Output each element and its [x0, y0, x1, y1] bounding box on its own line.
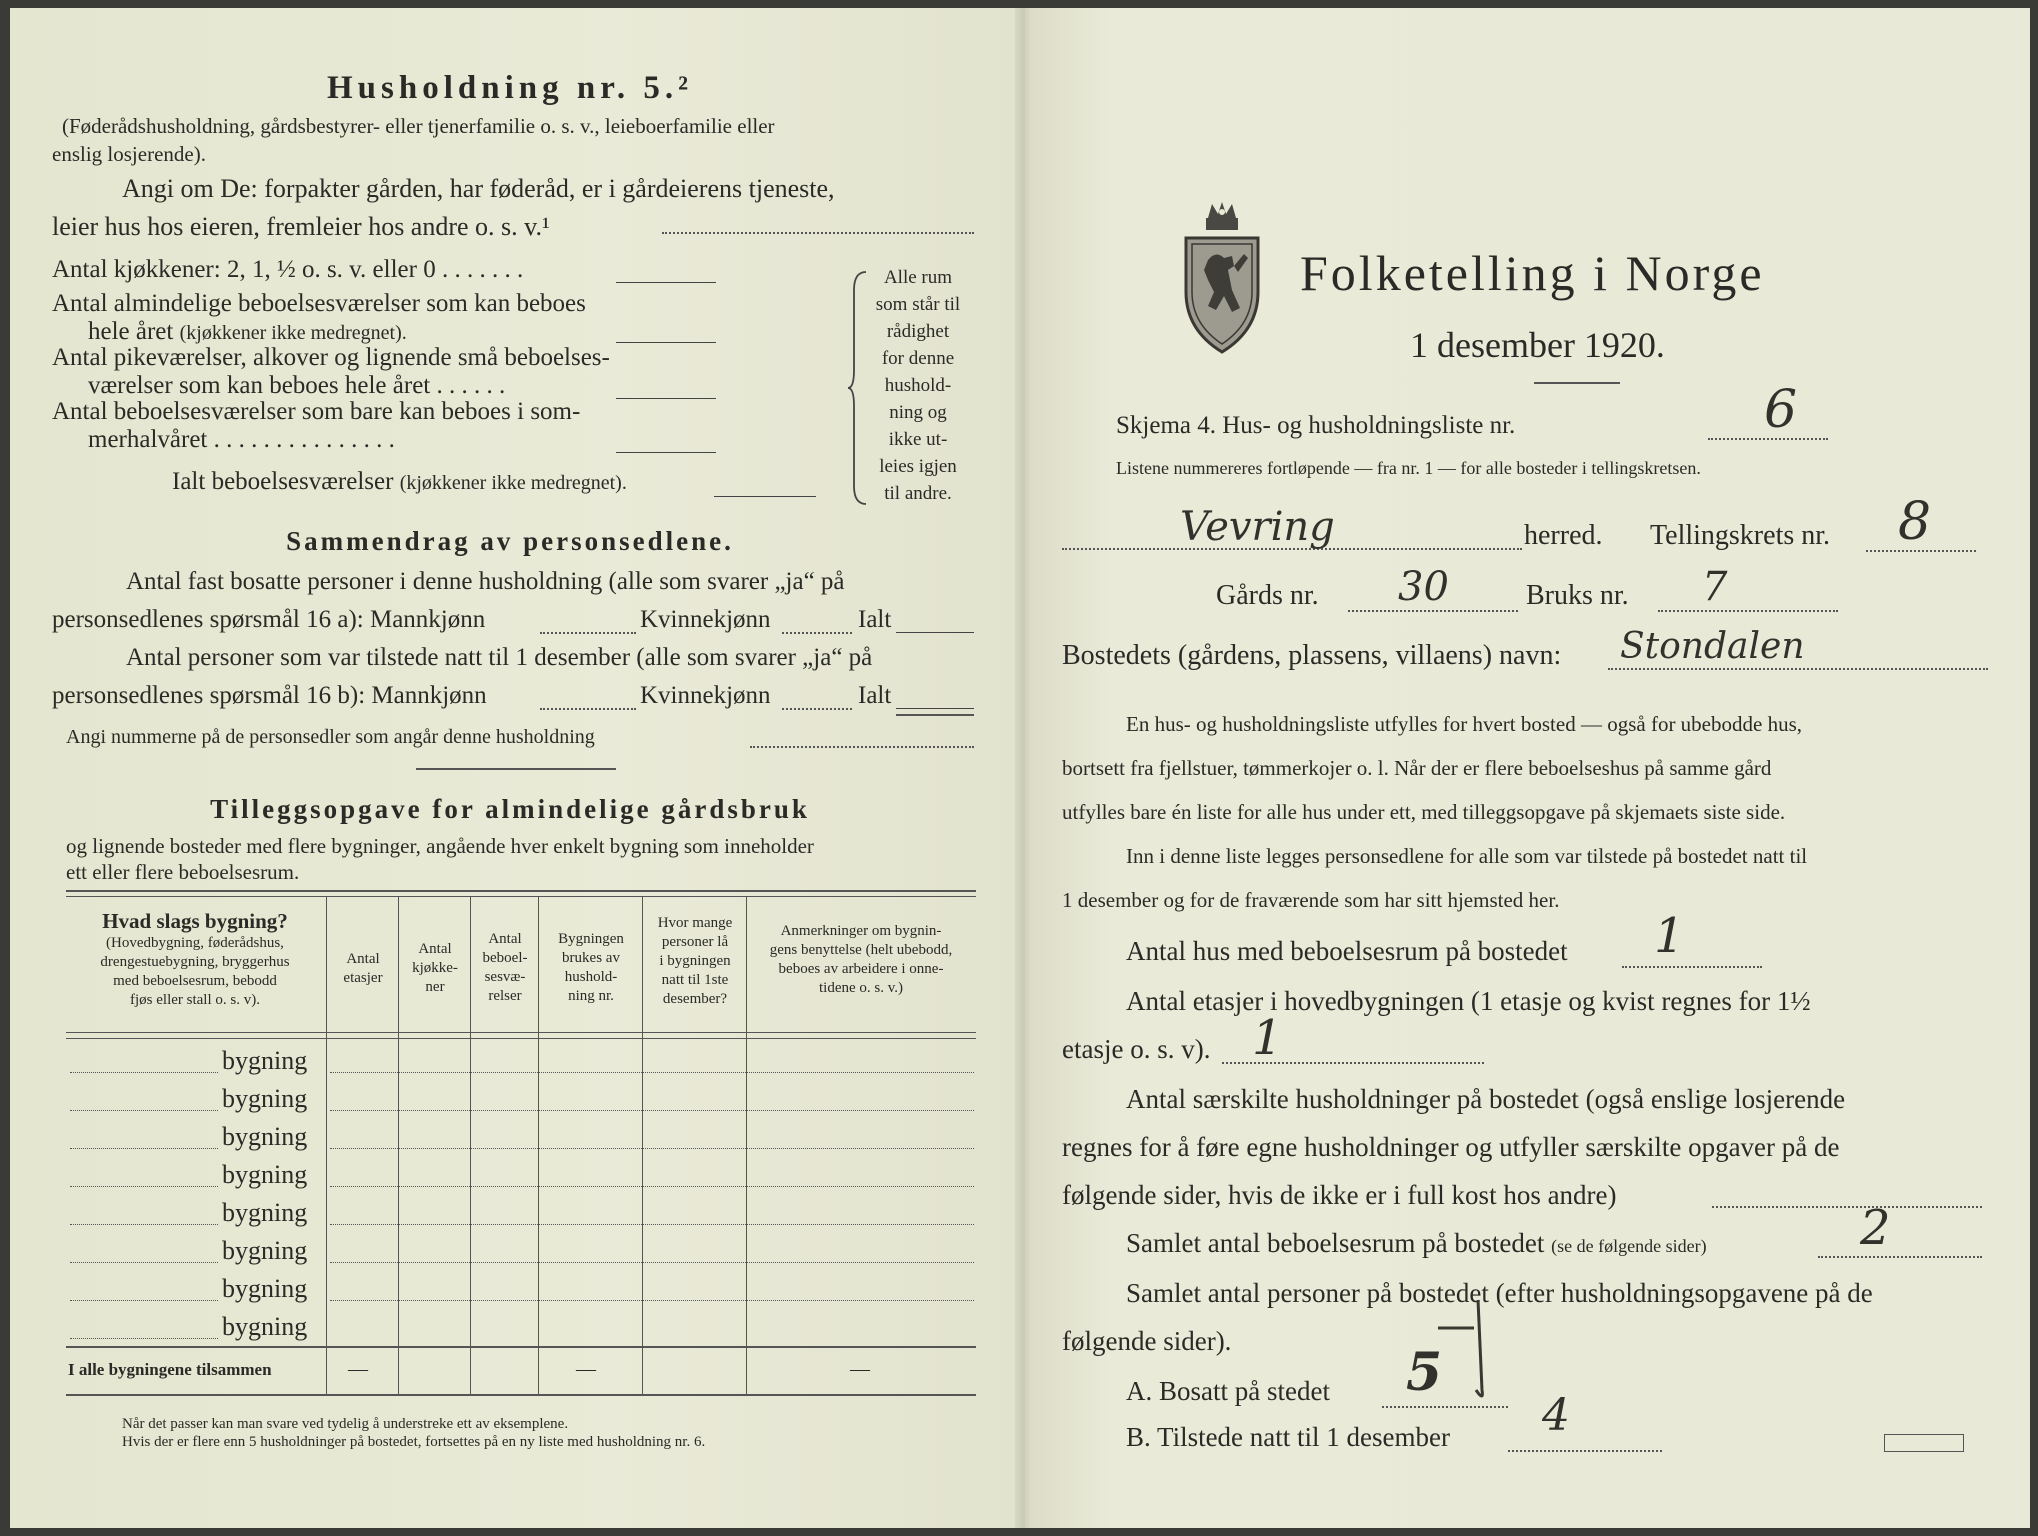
household-subtitle-1: (Føderådshusholdning, gårdsbestyrer- eller tjenerfamilie o. s. v., leieboerfamilie eller [62, 114, 775, 138]
col-header-line: med beboelsesrum, bebodd [113, 973, 277, 989]
maid-rooms-label-1: Antal pikeværelser, alkover og lignende små beboelses- [52, 344, 610, 371]
col-header-rooms [472, 930, 538, 1006]
summer-rooms-label-2: merhalvåret . . . . . . . . . . . . . . . [88, 426, 395, 453]
col-header-line: beboel- [482, 950, 528, 966]
present-male-label: personsedlenes spørsmål 16 b): Mannkjønn [52, 682, 487, 709]
side-note-line: for denne [881, 348, 955, 369]
kitchens-answer-line [616, 282, 716, 283]
table-row-label: bygning [222, 1312, 308, 1341]
herred-label: herred. [1524, 520, 1603, 551]
gards-value: 30 [1398, 564, 1449, 610]
rooms-question [1126, 1228, 1707, 1259]
col-header-line: Antal [418, 941, 452, 957]
table-total-dash: — [348, 1358, 368, 1380]
right-page [1030, 8, 2030, 1528]
table-row-label: bygning [222, 1122, 308, 1151]
table-top-rule [66, 890, 976, 892]
present-male-answer [540, 708, 636, 710]
table-cell-dotline [330, 1224, 974, 1225]
instructions-para-1-line-1: En hus- og husholdningsliste utfylles for hvert bosted — også for ubebodde hus, [1126, 712, 1802, 736]
col-header-line: natt til 1ste [661, 972, 729, 988]
intro-line-2: leier hus hos eieren, fremleier hos andre o. s. v.¹ [52, 212, 550, 241]
persons-question-2: følgende sider). [1062, 1326, 1232, 1356]
instructions-para-1-line-2: bortsett fra fjellstuer, tømmerkojer o. l. Når der er flere beboelseshus på samme gård [1062, 756, 1772, 780]
schema-value: 6 [1764, 380, 1798, 440]
ordinary-rooms-label-1: Antal almindelige beboelsesværelser som kan beboes [52, 290, 586, 317]
table-row-label: bygning [222, 1198, 308, 1227]
instructions-para-1-line-3: utfylles bare én liste for alle hus under ett, med tilleggsopgave på skjemaets siste side. [1062, 800, 1786, 824]
total-rooms-label [172, 468, 627, 496]
household-subtitle-2: enslig losjerende). [52, 142, 206, 166]
present-answer-line [1508, 1450, 1662, 1452]
present-female-label: Kvinnekjønn [640, 682, 771, 709]
households-question-2: regnes for å føre egne husholdninger og utfyller særskilte opgaver på de [1062, 1132, 1840, 1162]
col-header-line: gens benyttelse (helt ubebodd, [769, 942, 953, 958]
table-row-label: bygning [222, 1084, 308, 1113]
title-divider [1534, 382, 1620, 384]
table-row-label: bygning [222, 1160, 308, 1189]
floors-question-2: etasje o. s. v). [1062, 1034, 1211, 1064]
bosted-value: Stondalen [1620, 626, 1805, 667]
col-header-line: hushold- [564, 969, 618, 985]
footnote-2: Hvis der er flere enn 5 husholdninger på bostedet, fortsettes på en ny liste med husholdning nr. 6. [122, 1434, 706, 1450]
table-cell-dotline [330, 1148, 974, 1149]
households-question-1: Antal særskilte husholdninger på bostedet (også enslige losjerende [1126, 1084, 1846, 1114]
summer-rooms-label-1: Antal beboelsesværelser som bare kan beboes i som- [52, 398, 581, 425]
numbering-note: Listene nummereres fortløpende — fra nr. 1 — for alle bosteder i tellingskretsen. [1116, 458, 1701, 478]
rooms-value: 2 [1860, 1200, 1891, 1256]
table-row-dotline [70, 1262, 218, 1263]
side-note-line: Alle rum [883, 267, 953, 288]
col-header-line: Bygningen [558, 931, 624, 947]
present-female-answer [782, 708, 852, 710]
side-note-line: som står til [875, 294, 961, 315]
census-title: Folketelling i Norge [1300, 245, 1765, 301]
fast-female-label: Kvinnekjønn [640, 606, 771, 633]
col-header-line: etasjer [343, 970, 383, 986]
households-question-3: følgende sider, hvis de ikke er i full kost hos andre) [1062, 1180, 1617, 1210]
col-header-line: desember? [662, 991, 728, 1007]
side-note-line: leies igjen [879, 456, 957, 477]
krets-label: Tellingskrets nr. [1650, 520, 1831, 551]
table-header-rule-2 [66, 1038, 976, 1039]
table-header-rule [66, 1032, 976, 1033]
census-date: 1 desember 1920. [1410, 325, 1665, 365]
farm-desc-1: og lignende bosteder med flere bygninger, angående hver enkelt bygning som inneholder [66, 834, 814, 858]
fast-persons-line-2 [52, 606, 485, 634]
floors-value: 1 [1252, 1010, 1283, 1066]
col-header-line: personer lå [661, 934, 729, 950]
table-row-dotline [70, 1186, 218, 1187]
col-header-floors [328, 950, 398, 988]
col-header-line: drengestuebygning, bryggerhus [100, 954, 290, 970]
col-header-line: beboes av arbeidere i onne- [778, 961, 944, 977]
present-total-label: Ialt [858, 682, 892, 709]
col-header-title: Hvad slags bygning? [102, 909, 288, 933]
table-row-dotline [70, 1148, 218, 1149]
herred-value: Vevring [1180, 504, 1335, 550]
footnote-1: Når det passer kan man svare ved tydelig å understreke ett av eksemplene. [122, 1416, 569, 1432]
ordinary-rooms-answer-line [616, 342, 716, 343]
bruks-value: 7 [1702, 564, 1728, 610]
summary-rule [896, 714, 974, 716]
present-persons-line-1: Antal personer som var tilstede natt til 1 desember (alle som svarer „ja“ på [126, 644, 873, 671]
col-header-remarks [748, 922, 974, 998]
houses-question: Antal hus med beboelsesrum på bostedet [1126, 936, 1568, 966]
total-rooms-text: Ialt beboelsesværelser [172, 468, 394, 495]
rooms-question-note: (se de følgende sider) [1551, 1236, 1707, 1256]
col-header-line: Antal [346, 951, 380, 967]
fast-persons-line-1: Antal fast bosatte personer i denne husholdning (alle som svarer „ja“ på [126, 568, 845, 595]
side-note-line: ikke ut- [888, 429, 948, 450]
fast-male-label: personsedlenes spørsmål 16 a): Mannkjønn [52, 606, 486, 633]
col-header-line: brukes av [562, 950, 620, 966]
side-note-line: ning og [889, 402, 947, 423]
table-cell-dotline [330, 1300, 974, 1301]
gards-answer-line [1348, 610, 1518, 612]
total-rooms-note: (kjøkkener ikke medregnet). [399, 472, 627, 494]
households-answer-line [1712, 1206, 1982, 1208]
summary-heading: Sammendrag av personsedlene. [286, 526, 734, 556]
household-title: Husholdning nr. 5.² [327, 70, 693, 106]
intro-line-1: Angi om De: forpakter gården, har føderåd, er i gårdeierens tjeneste, [122, 174, 835, 203]
table-row-label: bygning [222, 1274, 308, 1303]
col-header-used-by [540, 930, 642, 1006]
rooms-side-note [868, 264, 968, 507]
table-cell-dotline [330, 1262, 974, 1263]
col-header-line: Anmerkninger om bygnin- [780, 923, 942, 939]
houses-answer-line [1622, 966, 1762, 968]
fast-total-answer [896, 632, 974, 633]
table-col-line [642, 896, 643, 1394]
col-header-line: i bygningen [659, 953, 731, 969]
col-header-persons [644, 914, 746, 1009]
table-row-dotline [70, 1338, 218, 1339]
person-numbers-label: Angi nummerne på de personsedler som angår denne husholdning [66, 726, 595, 748]
ordinary-rooms-label-2 [88, 318, 407, 346]
kitchens-label: Antal kjøkkener: 2, 1, ½ o. s. v. eller 0 . . . . . . . [52, 256, 524, 283]
col-header-line: ning nr. [568, 988, 614, 1004]
col-header-line: ner [425, 979, 445, 995]
table-total-row-label: I alle bygningene tilsammen [68, 1360, 272, 1379]
table-total-dash: — [850, 1358, 870, 1380]
present-total-answer [896, 708, 974, 709]
present-persons-line-2 [52, 682, 487, 710]
table-bottom-rule [66, 1394, 976, 1396]
table-col-line [538, 896, 539, 1394]
fast-male-answer [540, 632, 636, 634]
col-header-line: (Hovedbygning, føderådshus, [106, 935, 284, 951]
bosted-label: Bostedets (gårdens, plassens, villaens) navn: [1062, 640, 1562, 671]
col-header-line: relser [488, 988, 522, 1004]
bruks-label: Bruks nr. [1526, 580, 1629, 611]
summer-rooms-answer-line [616, 452, 716, 453]
schema-label: Skjema 4. Hus- og husholdningsliste nr. [1116, 412, 1516, 439]
houses-value: 1 [1654, 908, 1685, 964]
bruks-answer-line [1658, 610, 1838, 612]
instructions-para-2-line-2: 1 desember og for de fraværende som har sitt hjemsted her. [1062, 888, 1560, 912]
person-numbers-answer [750, 746, 974, 748]
table-col-line [746, 896, 747, 1394]
table-row-label: bygning [222, 1236, 308, 1265]
table-row-label: bygning [222, 1046, 308, 1075]
col-header-line: Hvor mange [657, 915, 733, 931]
col-header-line: tidene o. s. v.) [818, 980, 903, 996]
persons-question-1: Samlet antal personer på bostedet (efter husholdningsopgavene på de [1126, 1278, 1873, 1308]
farm-heading: Tilleggsopgave for almindelige gårdsbruk [210, 794, 810, 824]
table-total-dash: — [576, 1358, 596, 1380]
resident-label: A. Bosatt på stedet [1126, 1376, 1330, 1406]
col-header-line: fjøs eller stall o. s. v). [130, 992, 260, 1008]
maid-rooms-label-2: værelser som kan beboes hele året . . . . . . [88, 372, 506, 399]
ordinary-rooms-note: (kjøkkener ikke medregnet). [179, 322, 407, 344]
side-note-line: hushold- [884, 375, 952, 396]
col-header-building-type [66, 908, 324, 1010]
table-col-line [326, 896, 327, 1394]
printer-stamp [1884, 1434, 1964, 1452]
table-row-dotline [70, 1110, 218, 1111]
coat-of-arms-icon [1178, 200, 1266, 360]
table-cell-dotline [330, 1186, 974, 1187]
table-col-line [470, 896, 471, 1394]
krets-value: 8 [1898, 492, 1932, 552]
fast-total-label: Ialt [858, 606, 892, 633]
bosted-answer-line [1608, 668, 1988, 670]
floors-question-1: Antal etasjer i hovedbygningen (1 etasje og kvist regnes for 1½ [1126, 986, 1811, 1016]
side-note-line: til andre. [884, 483, 952, 504]
table-row-dotline [70, 1224, 218, 1225]
table-row-dotline [70, 1300, 218, 1301]
check-mark-icon [1434, 1298, 1504, 1408]
ordinary-rooms-label-2a: hele året [88, 318, 174, 345]
section-divider [416, 768, 616, 770]
rooms-answer-line [1818, 1256, 1982, 1258]
intro-answer-line [662, 232, 974, 234]
table-top-rule-2 [66, 896, 976, 897]
document-spread [10, 8, 2030, 1528]
col-header-line: sesvæ- [484, 969, 526, 985]
side-note-line: rådighet [886, 321, 950, 342]
col-header-kitchens [400, 940, 470, 997]
left-page [10, 8, 1020, 1528]
col-header-line: Antal [488, 931, 522, 947]
col-header-line: kjøkke- [412, 960, 458, 976]
instructions-para-2-line-1: Inn i denne liste legges personsedlene for alle som var tilstede på bostedet natt til [1126, 844, 1808, 868]
gards-label: Gårds nr. [1216, 580, 1319, 611]
table-total-rule [66, 1346, 976, 1348]
table-col-line [398, 896, 399, 1394]
present-label: B. Tilstede natt til 1 desember [1126, 1422, 1450, 1452]
table-row-dotline [70, 1072, 218, 1073]
rooms-question-text: Samlet antal beboelsesrum på bostedet [1126, 1228, 1545, 1258]
table-cell-dotline [330, 1072, 974, 1073]
maid-rooms-answer-line [616, 398, 716, 399]
farm-desc-2: ett eller flere beboelsesrum. [66, 860, 300, 884]
resident-value: 5 [1406, 1342, 1443, 1403]
table-cell-dotline [330, 1110, 974, 1111]
present-value: 4 [1542, 1390, 1570, 1441]
total-rooms-answer-line [714, 496, 816, 497]
fast-female-answer [782, 632, 852, 634]
